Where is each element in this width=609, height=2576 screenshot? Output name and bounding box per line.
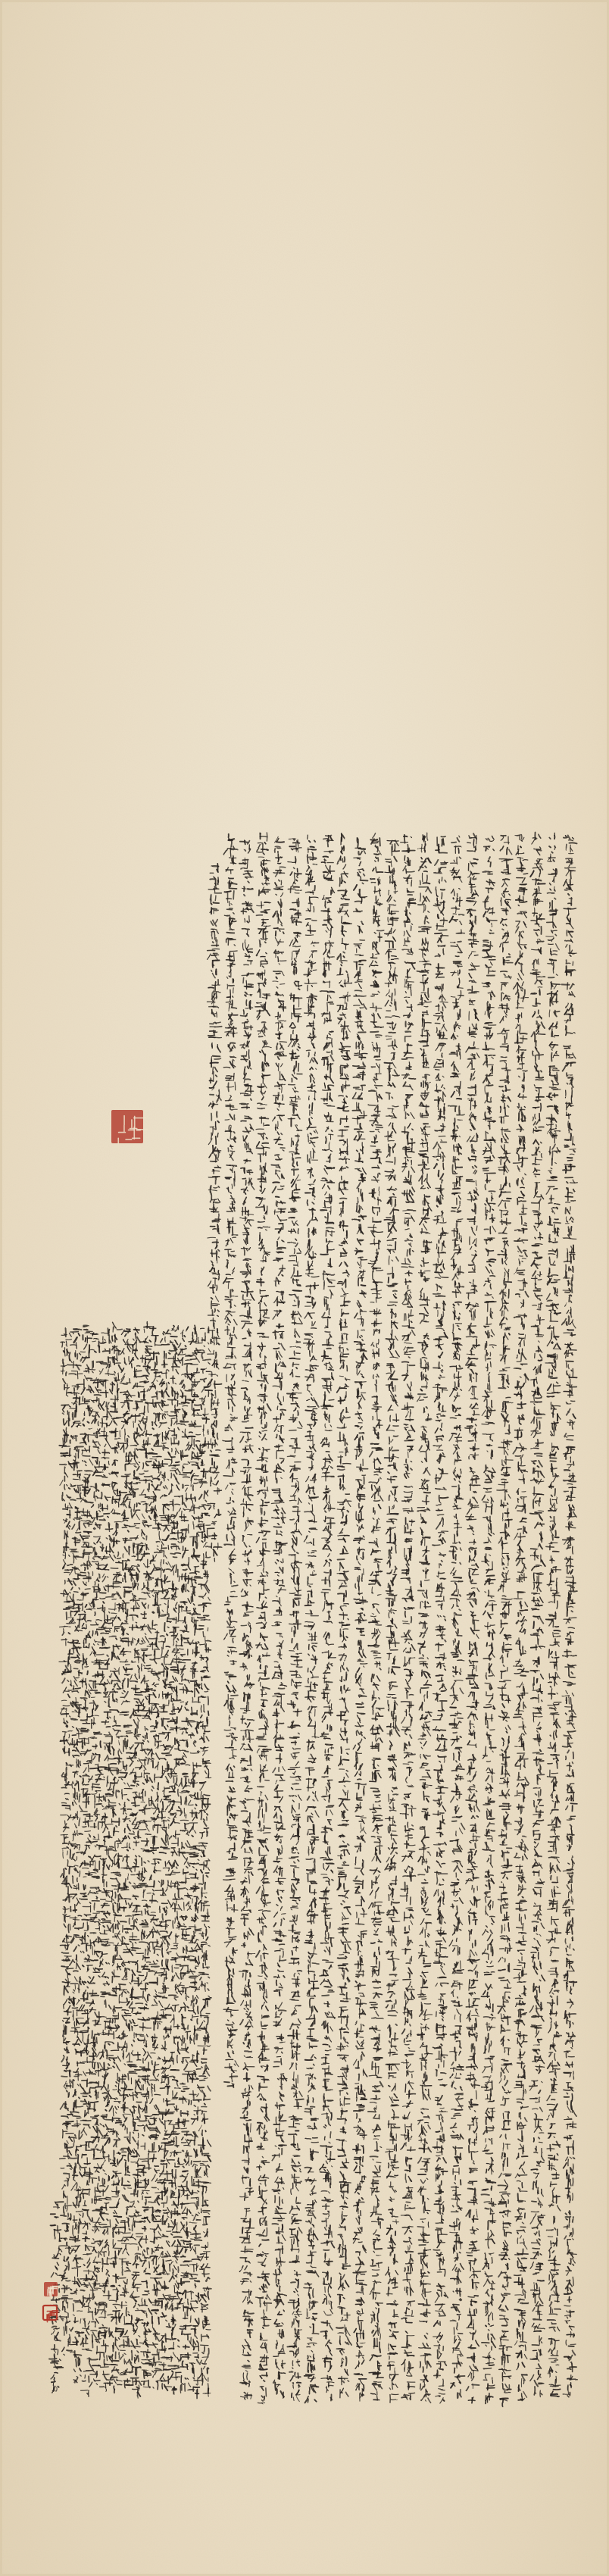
- seal-main: [111, 1110, 148, 1143]
- seal-signature-upper: [44, 2282, 58, 2298]
